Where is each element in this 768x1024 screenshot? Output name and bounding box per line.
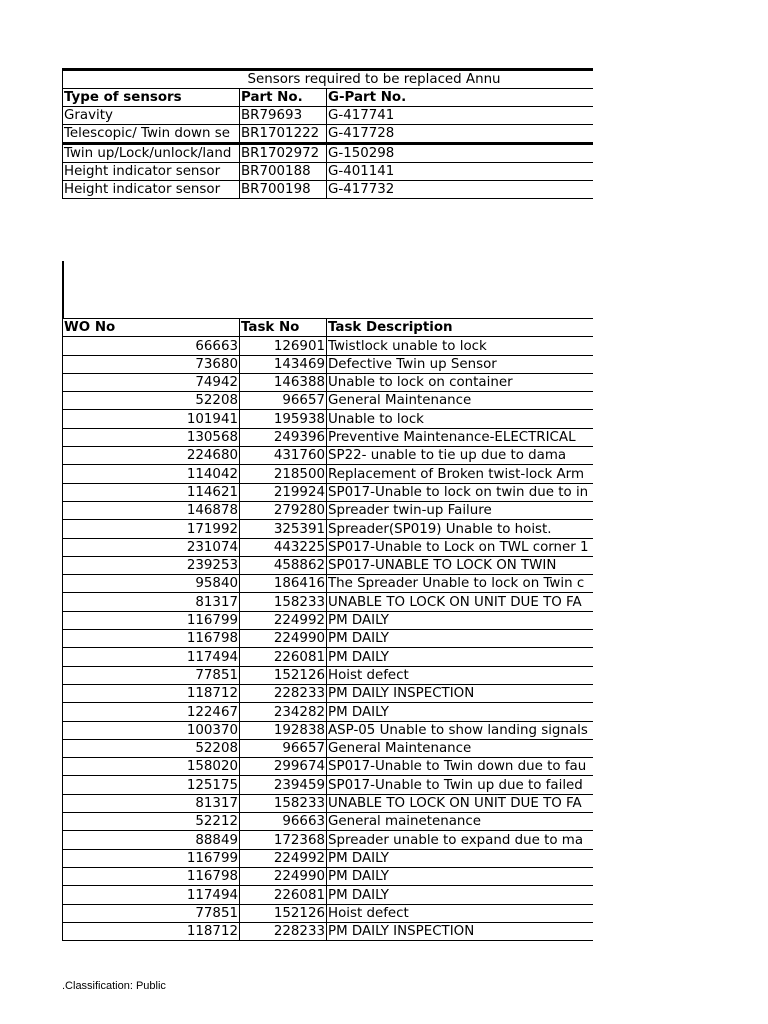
table-row <box>63 776 594 794</box>
task-no-cell: 192838 <box>240 721 327 739</box>
g-part-no-cell: G-150298 <box>327 144 594 163</box>
part-no-cell: BR1701222 <box>240 125 327 144</box>
task-description-cell: PM DAILY <box>327 703 594 721</box>
task-description-cell: SP017-Unable to Twin up due to failed <box>327 776 594 794</box>
task-description-cell: Replacement of Broken twist-lock Arm <box>327 465 594 483</box>
task-description-cell: General Maintenance <box>327 739 594 757</box>
task-description-cell: General mainetenance <box>327 813 594 831</box>
table-row <box>63 355 594 373</box>
header-g-part-no: G-Part No. <box>327 89 594 107</box>
wo-no-cell: 77851 <box>63 666 240 684</box>
wo-no-cell: 122467 <box>63 703 240 721</box>
table-row <box>63 648 594 666</box>
sensors-table-title: Sensors required to be replaced Annu <box>240 70 594 89</box>
task-no-cell: 431760 <box>240 447 327 465</box>
table-row <box>63 886 594 904</box>
table-row <box>63 392 594 410</box>
wo-no-cell: 114621 <box>63 483 240 501</box>
sensors-header-row <box>63 89 594 107</box>
sensor-type-cell: Height indicator sensor <box>63 181 240 199</box>
task-description-cell: Unable to lock on container <box>327 373 594 391</box>
wo-no-cell: 116798 <box>63 867 240 885</box>
table-row <box>63 575 594 593</box>
sensor-type-cell: Height indicator sensor <box>63 163 240 181</box>
wo-no-cell: 81317 <box>63 794 240 812</box>
task-no-cell: 325391 <box>240 520 327 538</box>
wo-no-cell: 171992 <box>63 520 240 538</box>
task-no-cell: 224992 <box>240 849 327 867</box>
task-description-cell: PM DAILY <box>327 611 594 629</box>
sensors-title-row <box>63 70 594 89</box>
orders-table-body <box>63 337 594 941</box>
wo-no-cell: 88849 <box>63 831 240 849</box>
task-description-cell: SP017-Unable to Twin down due to fau <box>327 758 594 776</box>
sensors-table <box>62 68 593 199</box>
header-wo-no: WO No <box>63 319 240 337</box>
wo-no-cell: 101941 <box>63 410 240 428</box>
task-description-cell: PM DAILY <box>327 867 594 885</box>
task-description-cell: PM DAILY INSPECTION <box>327 684 594 702</box>
wo-no-cell: 125175 <box>63 776 240 794</box>
wo-no-cell: 231074 <box>63 538 240 556</box>
task-description-cell: Preventive Maintenance-ELECTRICAL <box>327 428 594 446</box>
task-description-cell: SP017-Unable to lock on twin due to in <box>327 483 594 501</box>
table-row <box>63 483 594 501</box>
task-no-cell: 249396 <box>240 428 327 446</box>
task-description-cell: PM DAILY INSPECTION <box>327 922 594 940</box>
task-no-cell: 126901 <box>240 337 327 355</box>
sensor-type-cell: Telescopic/ Twin down se <box>63 125 240 144</box>
task-description-cell: Unable to lock <box>327 410 594 428</box>
wo-no-cell: 116799 <box>63 849 240 867</box>
orders-header-row <box>63 319 594 337</box>
sensor-type-cell: Twin up/Lock/unlock/land <box>63 144 240 163</box>
task-description-cell: Hoist defect <box>327 904 594 922</box>
task-no-cell: 146388 <box>240 373 327 391</box>
part-no-cell: BR1702972 <box>240 144 327 163</box>
task-description-cell: General Maintenance <box>327 392 594 410</box>
wo-no-cell: 52208 <box>63 392 240 410</box>
g-part-no-cell: G-417741 <box>327 107 594 125</box>
task-no-cell: 152126 <box>240 904 327 922</box>
task-no-cell: 443225 <box>240 538 327 556</box>
task-no-cell: 224992 <box>240 611 327 629</box>
classification-label: .Classification: Public <box>62 980 166 992</box>
task-description-cell: Defective Twin up Sensor <box>327 355 594 373</box>
wo-no-cell: 146878 <box>63 501 240 519</box>
table-row <box>63 666 594 684</box>
sensor-type-cell: Gravity <box>63 107 240 125</box>
task-no-cell: 219924 <box>240 483 327 501</box>
task-no-cell: 186416 <box>240 575 327 593</box>
table-row <box>63 721 594 739</box>
g-part-no-cell: G-417732 <box>327 181 594 199</box>
table-row <box>63 758 594 776</box>
task-description-cell: SP22- unable to tie up due to dama <box>327 447 594 465</box>
task-no-cell: 299674 <box>240 758 327 776</box>
table-row <box>63 410 594 428</box>
task-no-cell: 172368 <box>240 831 327 849</box>
sensor-row <box>63 107 594 125</box>
task-no-cell: 224990 <box>240 867 327 885</box>
table-row <box>63 849 594 867</box>
wo-no-cell: 52212 <box>63 813 240 831</box>
table-row <box>63 556 594 574</box>
header-type-of-sensors: Type of sensors <box>63 89 240 107</box>
task-description-cell: Spreader(SP019) Unable to hoist. <box>327 520 594 538</box>
wo-no-cell: 224680 <box>63 447 240 465</box>
task-description-cell: UNABLE TO LOCK ON UNIT DUE TO FA <box>327 593 594 611</box>
task-no-cell: 228233 <box>240 922 327 940</box>
table-row <box>63 373 594 391</box>
work-orders-table-container <box>62 318 593 941</box>
part-no-cell: BR700198 <box>240 181 327 199</box>
task-no-cell: 96657 <box>240 739 327 757</box>
sensor-row <box>63 125 594 144</box>
g-part-no-cell: G-401141 <box>327 163 594 181</box>
task-no-cell: 218500 <box>240 465 327 483</box>
task-no-cell: 96657 <box>240 392 327 410</box>
work-orders-table <box>62 318 593 941</box>
g-part-no-cell: G-417728 <box>327 125 594 144</box>
header-part-no: Part No. <box>240 89 327 107</box>
wo-no-cell: 100370 <box>63 721 240 739</box>
table-row <box>63 501 594 519</box>
wo-no-cell: 74942 <box>63 373 240 391</box>
task-description-cell: Spreader twin-up Failure <box>327 501 594 519</box>
table-row <box>63 904 594 922</box>
task-description-cell: PM DAILY <box>327 630 594 648</box>
table-row <box>63 520 594 538</box>
sensor-row <box>63 163 594 181</box>
table-row <box>63 428 594 446</box>
sensor-row <box>63 181 594 199</box>
wo-no-cell: 117494 <box>63 886 240 904</box>
header-task-no: Task No <box>240 319 327 337</box>
wo-no-cell: 239253 <box>63 556 240 574</box>
title-spacer-cell <box>63 70 240 89</box>
table-row <box>63 538 594 556</box>
wo-no-cell: 116799 <box>63 611 240 629</box>
table-row <box>63 684 594 702</box>
table-row <box>63 739 594 757</box>
task-description-cell: Spreader unable to expand due to ma <box>327 831 594 849</box>
task-no-cell: 96663 <box>240 813 327 831</box>
vertical-divider-line <box>62 261 64 318</box>
table-row <box>63 794 594 812</box>
task-no-cell: 224990 <box>240 630 327 648</box>
table-row <box>63 465 594 483</box>
wo-no-cell: 66663 <box>63 337 240 355</box>
wo-no-cell: 81317 <box>63 593 240 611</box>
task-description-cell: SP017-UNABLE TO LOCK ON TWIN <box>327 556 594 574</box>
table-row <box>63 813 594 831</box>
wo-no-cell: 116798 <box>63 630 240 648</box>
task-no-cell: 226081 <box>240 886 327 904</box>
task-no-cell: 458862 <box>240 556 327 574</box>
task-description-cell: ASP-05 Unable to show landing signals <box>327 721 594 739</box>
wo-no-cell: 95840 <box>63 575 240 593</box>
wo-no-cell: 118712 <box>63 922 240 940</box>
task-no-cell: 143469 <box>240 355 327 373</box>
table-row <box>63 831 594 849</box>
task-description-cell: PM DAILY <box>327 886 594 904</box>
task-description-cell: The Spreader Unable to lock on Twin c <box>327 575 594 593</box>
wo-no-cell: 52208 <box>63 739 240 757</box>
task-description-cell: UNABLE TO LOCK ON UNIT DUE TO FA <box>327 794 594 812</box>
table-row <box>63 703 594 721</box>
sensor-row <box>63 144 594 163</box>
task-description-cell: PM DAILY <box>327 849 594 867</box>
table-row <box>63 630 594 648</box>
table-row <box>63 611 594 629</box>
task-no-cell: 234282 <box>240 703 327 721</box>
part-no-cell: BR79693 <box>240 107 327 125</box>
task-description-cell: Twistlock unable to lock <box>327 337 594 355</box>
part-no-cell: BR700188 <box>240 163 327 181</box>
task-no-cell: 195938 <box>240 410 327 428</box>
task-description-cell: PM DAILY <box>327 648 594 666</box>
task-no-cell: 158233 <box>240 794 327 812</box>
wo-no-cell: 130568 <box>63 428 240 446</box>
table-row <box>63 593 594 611</box>
table-row <box>63 447 594 465</box>
task-no-cell: 239459 <box>240 776 327 794</box>
task-no-cell: 158233 <box>240 593 327 611</box>
wo-no-cell: 118712 <box>63 684 240 702</box>
sensors-table-container <box>62 68 593 199</box>
task-no-cell: 279280 <box>240 501 327 519</box>
table-row <box>63 922 594 940</box>
wo-no-cell: 114042 <box>63 465 240 483</box>
table-row <box>63 337 594 355</box>
task-no-cell: 152126 <box>240 666 327 684</box>
task-no-cell: 226081 <box>240 648 327 666</box>
wo-no-cell: 77851 <box>63 904 240 922</box>
task-no-cell: 228233 <box>240 684 327 702</box>
task-description-cell: SP017-Unable to Lock on TWL corner 1 <box>327 538 594 556</box>
wo-no-cell: 158020 <box>63 758 240 776</box>
header-task-description: Task Description <box>327 319 594 337</box>
wo-no-cell: 117494 <box>63 648 240 666</box>
task-description-cell: Hoist defect <box>327 666 594 684</box>
table-row <box>63 867 594 885</box>
wo-no-cell: 73680 <box>63 355 240 373</box>
